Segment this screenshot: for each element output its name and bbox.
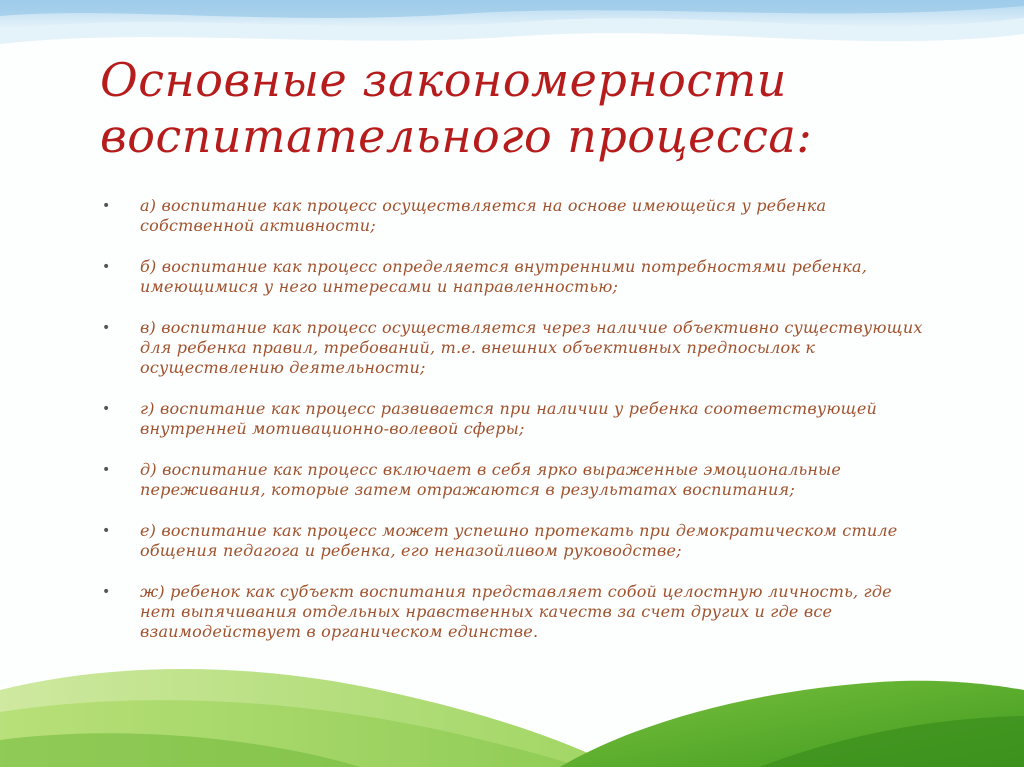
- bullet-marker: •: [102, 401, 111, 417]
- list-item: [100, 582, 930, 642]
- bullet-text: а) воспитание как процесс осуществляется на основе имеющейся у ребенка собственной активности;: [140, 196, 827, 235]
- bullet-text: ж) ребенок как субъект воспитания представляет собой целостную личность, где нет выпячивания отдельных нравственных качеств за счет других и где все взаимодействует в органическом единстве.: [140, 582, 892, 641]
- bullet-marker: •: [102, 198, 111, 214]
- list-item: [100, 399, 930, 439]
- sky-waves-decoration: [0, 0, 1024, 44]
- green-hills-decoration: [0, 669, 1024, 767]
- list-item: [100, 521, 930, 561]
- bullet-text: г) воспитание как процесс развивается при наличии у ребенка соответствующей внутренней мотивационно-волевой сферы;: [140, 399, 877, 438]
- title-line-1: Основные закономерности: [100, 53, 787, 107]
- list-item: [100, 318, 930, 378]
- list-item: [100, 196, 930, 236]
- bullet-list: [100, 196, 930, 663]
- bullet-marker: •: [102, 259, 111, 275]
- bullet-text: д) воспитание как процесс включает в себя ярко выраженные эмоциональные переживания, которые затем отражаются в результатах воспитания;: [140, 460, 842, 499]
- bullet-marker: •: [102, 523, 111, 539]
- slide-title: [100, 52, 960, 164]
- list-item: [100, 257, 930, 297]
- bullet-marker: •: [102, 462, 111, 478]
- bullet-text: е) воспитание как процесс может успешно протекать при демократическом стиле общения педагога и ребенка, его неназойливом руководстве;: [140, 521, 898, 560]
- bullet-marker: •: [102, 320, 111, 336]
- bullet-text: в) воспитание как процесс осуществляется через наличие объективно существующих для ребенка правил, требований, т.е. внешних объективных предпосылок к осуществлению деятельности;: [140, 318, 923, 377]
- list-item: [100, 460, 930, 500]
- title-line-2: воспитательного процесса:: [100, 109, 813, 163]
- bullet-marker: •: [102, 584, 111, 600]
- bullet-text: б) воспитание как процесс определяется внутренними потребностями ребенка, имеющимися у него интересами и направленностью;: [140, 257, 868, 296]
